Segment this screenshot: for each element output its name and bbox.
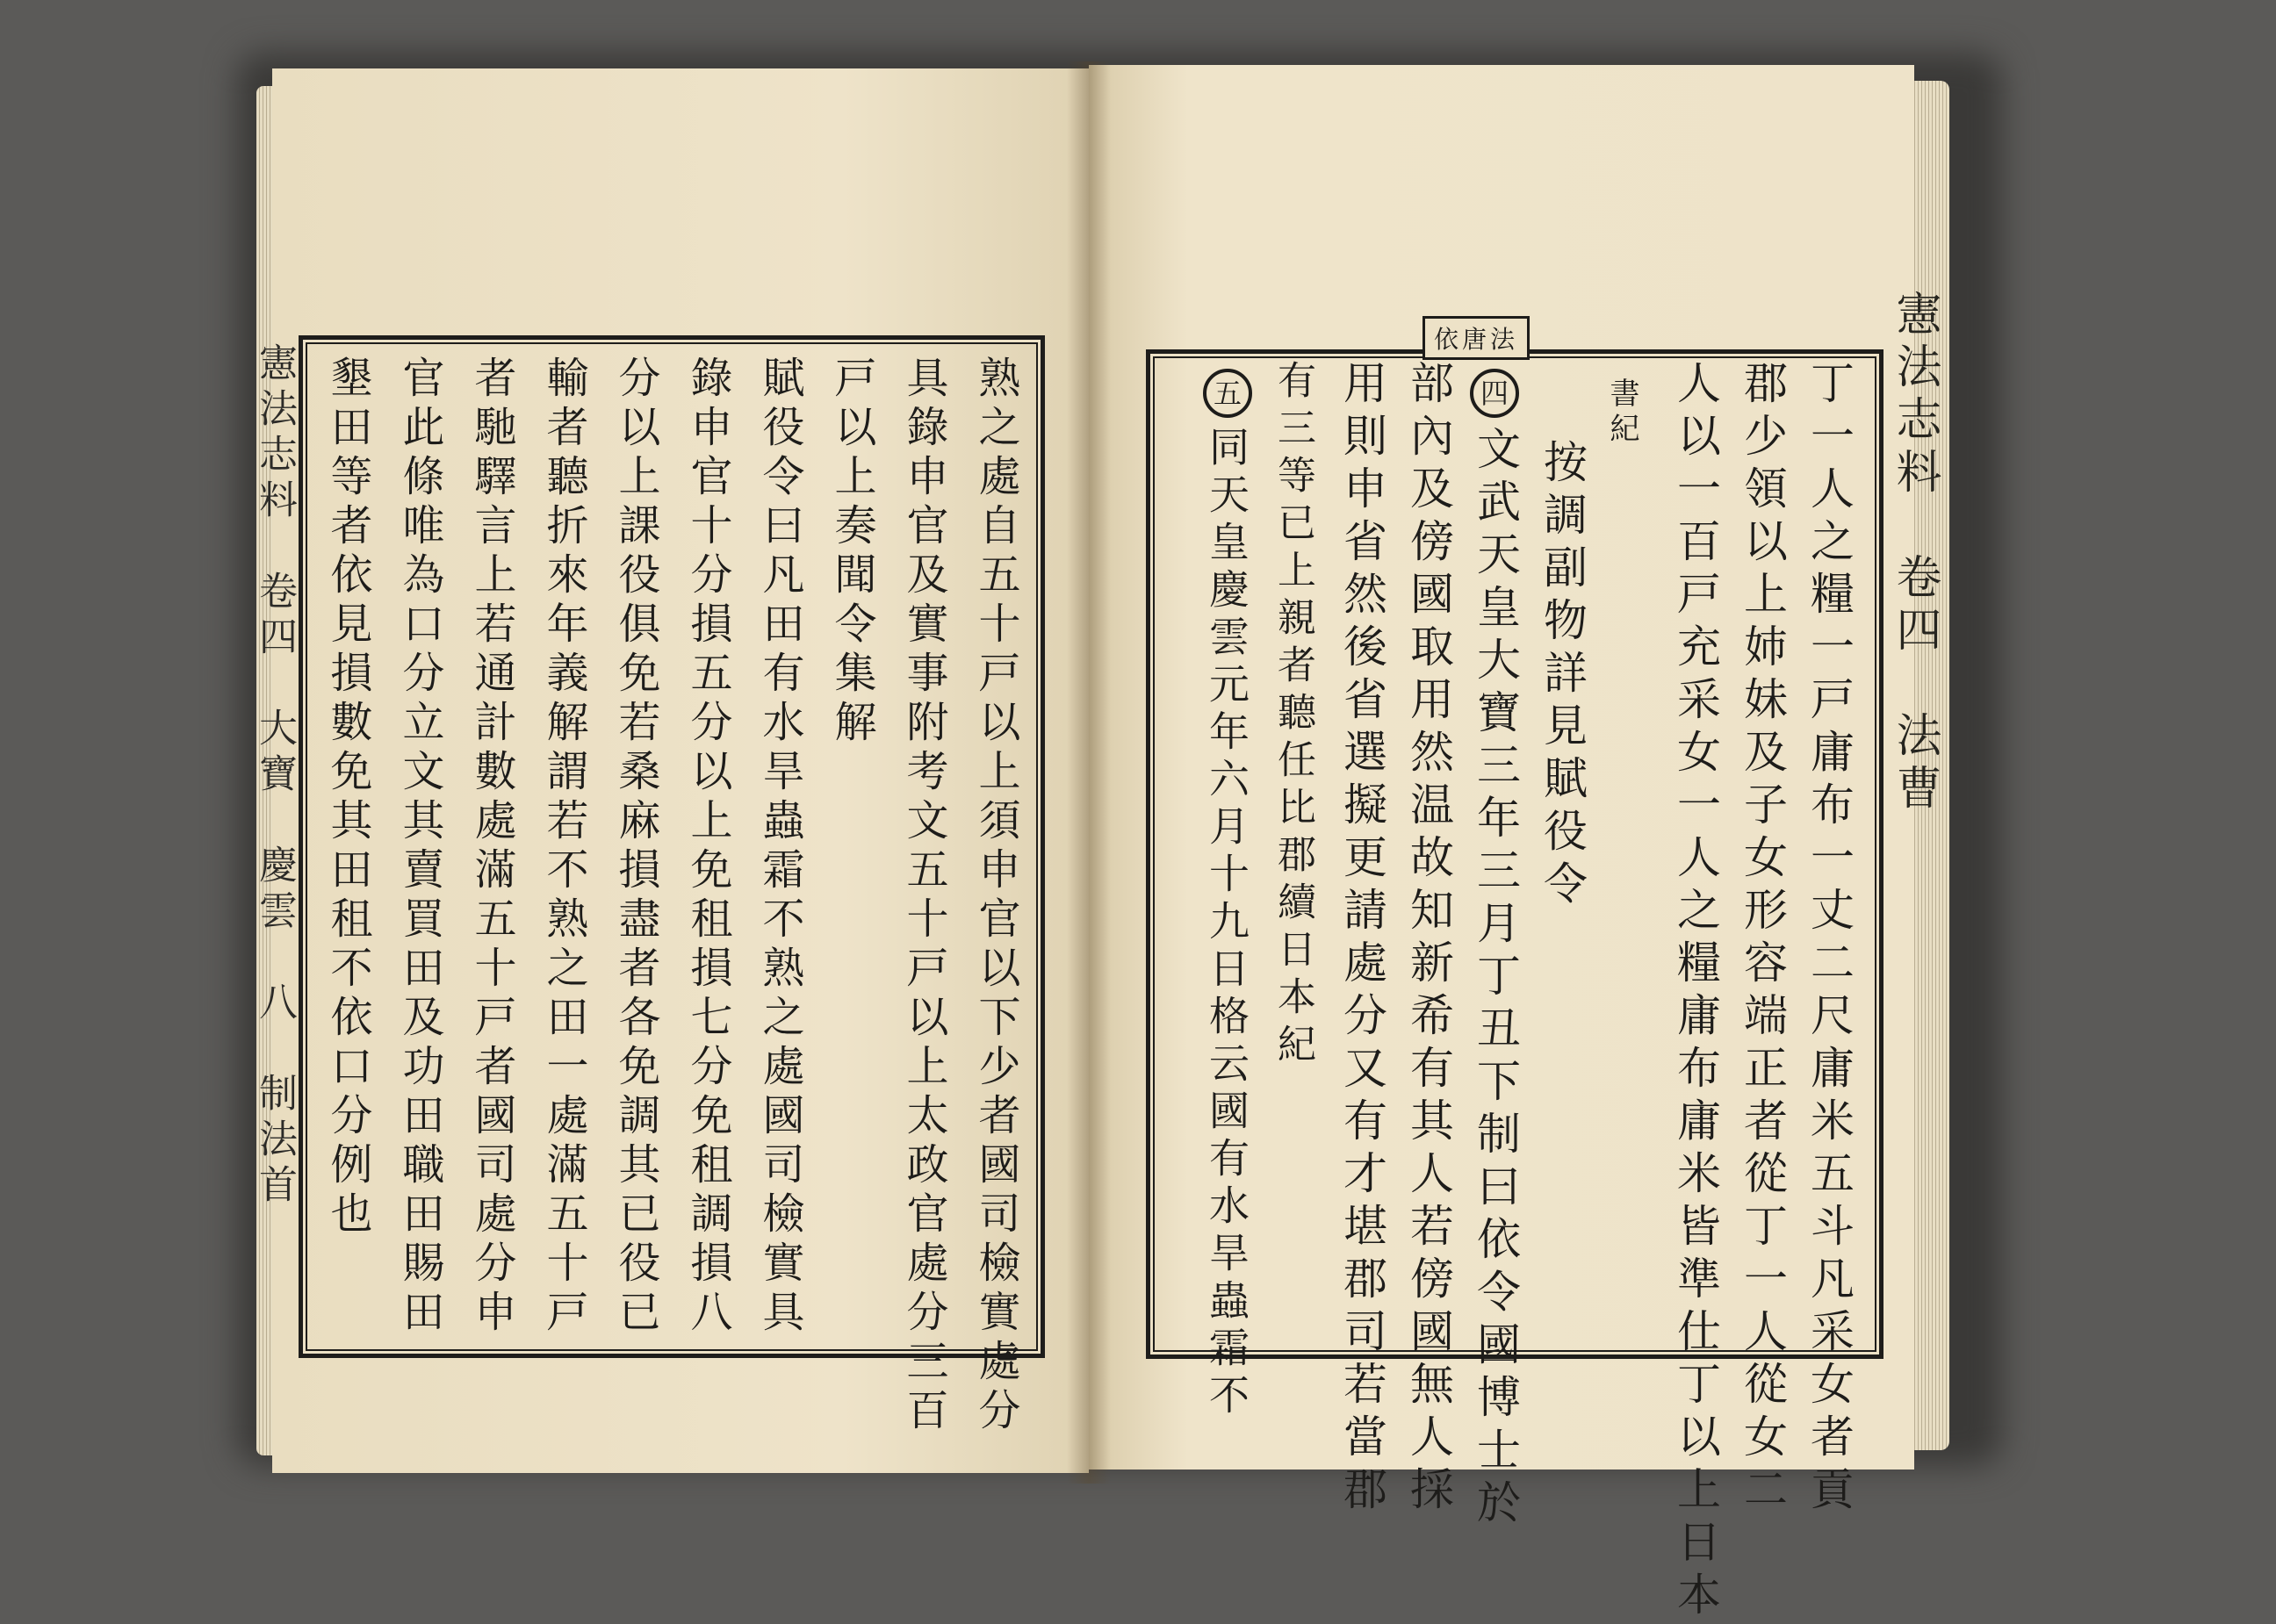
left-column-8: 者馳驛言上若通計數處滿五十戸者國司處分申: [467, 356, 516, 1339]
right-column-1: 丁一人之糧一戸庸布一丈二尺庸米五斗凡采女者貢: [1804, 360, 1855, 1519]
left-column-4: 賦役令曰凡田有水旱蟲霜不熟之處國司檢實具: [755, 356, 804, 1339]
left-page-margin-title: 憲法志料 卷四 大寶 慶雲 八 制法首: [252, 342, 297, 1210]
right-column-3: 人以一百戸充采女一人之糧庸布庸米皆準仕丁以上日本: [1670, 360, 1721, 1624]
left-column-2: 具錄申官及實事附考文五十戸以上太政官處分三百: [899, 356, 948, 1437]
header-label: 依唐法: [1422, 316, 1530, 360]
right-column-9: 有三等已上親者聽任比郡續日本紀: [1271, 360, 1315, 1071]
left-column-6: 分以上課役俱免若桑麻損盡者各免調其已役已: [611, 356, 660, 1339]
right-column-6: 文武天皇大寶三年三月丁丑下制曰依令國博士於: [1470, 426, 1521, 1532]
right-column-4: 書紀: [1604, 377, 1639, 448]
left-column-7: 輸者聽折來年義解謂若不熟之田一處滿五十戸: [539, 356, 588, 1339]
right-column-5: 按調副物詳見賦役令: [1537, 439, 1588, 913]
right-column-8: 用則申省然後省選擬更請處分又有才堪郡司若當郡: [1336, 360, 1387, 1519]
section-number-5: 五: [1203, 369, 1252, 418]
right-column-10: 同天皇慶雲元年六月十九日格云國有水旱蟲霜不: [1203, 426, 1250, 1421]
left-column-10: 墾田等者依見損數免其田租不依口分例也: [323, 356, 372, 1240]
book-gutter: [1067, 61, 1111, 1484]
section-number-4: 四: [1470, 369, 1519, 418]
right-column-2: 郡少領以上姉妹及子女形容端正者從丁一人從女二: [1737, 360, 1788, 1519]
left-column-9: 官此條唯為口分立文其賣買田及功田職田賜田: [395, 356, 444, 1339]
left-column-3: 戸以上奏聞令集解: [827, 356, 876, 749]
right-page-margin-title: 憲法志料 卷四 法曹: [1888, 290, 1941, 816]
right-column-7: 部內及傍國取用然温故知新希有其人若傍國無人採: [1403, 360, 1454, 1519]
left-column-5: 錄申官十分損五分以上免租損七分免租調損八: [683, 356, 732, 1339]
left-column-1: 熟之處自五十戸以上須申官以下少者國司檢實處分: [971, 356, 1020, 1437]
